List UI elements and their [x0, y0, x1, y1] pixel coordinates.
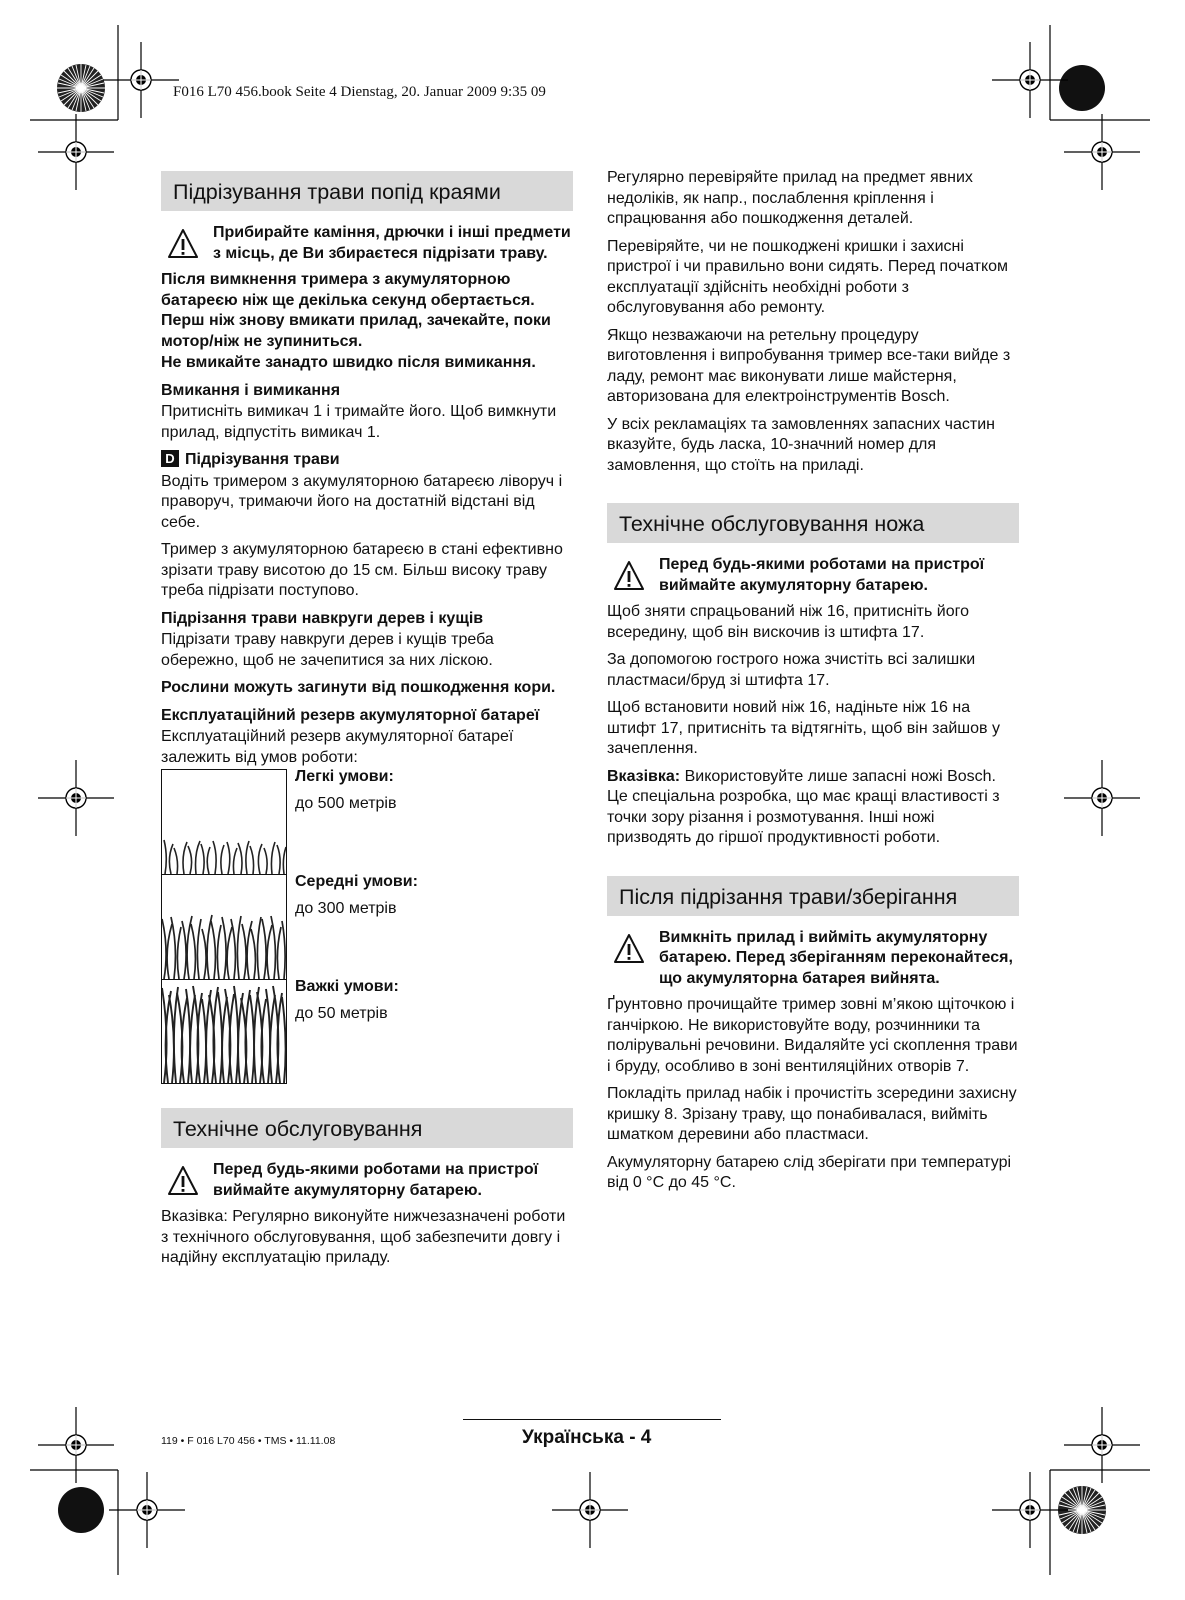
subheading-on-off: Вмикання і вимикання [161, 381, 341, 399]
paragraph: Щоб зняти спрацьований ніж 16, притисніть його всередину, щоб він вискочив із штифта 17. [607, 603, 969, 641]
grass-light-illustration [161, 769, 287, 874]
condition-title: Легкі умови: [295, 768, 394, 785]
paragraph: Якщо незважаючи на ретельну процедуру виготовлення і випробування тример все-таки вийде з ладу, ремонт має виконувати лише майстерня, авторизована для електроінструментів Bosch. [607, 326, 1011, 405]
condition-row [161, 979, 573, 1084]
conditions-table [161, 769, 573, 1084]
condition-value: до 300 метрів [295, 899, 397, 917]
paragraph: Щоб встановити новий ніж 16, надіньте ніж 16 на штифт 17, притисніть та відтягніть, щоб він зайшов у зачеплення. [607, 699, 1000, 757]
paragraph: У всіх рекламаціях та замовленнях запасних частин вказуйте, будь ласка, 10-значний номер для замовлення, що стоїть на приладі. [607, 415, 995, 474]
condition-row [161, 769, 573, 874]
warning-block [607, 928, 1019, 990]
grass-heavy-illustration [161, 979, 287, 1084]
paragraph: Притисніть вимикач 1 і тримайте його. Щоб вимкнути прилад, відпустіть вимикач 1. [161, 403, 557, 441]
warning-block [161, 223, 573, 264]
paragraph: Вказівка: Регулярно виконуйте нижчезазначені роботи з технічного обслуговування, щоб забезпечити довгу і надійну експлуатацію приладу. [161, 1208, 566, 1266]
right-column [607, 168, 1019, 1201]
figure-label: D [161, 450, 179, 467]
warning-icon [613, 933, 645, 965]
paragraph: Регулярно перевіряйте прилад на предмет явних недоліків, як напр., послаблення кріплення і спрацювання або пошкодження деталей. [607, 169, 973, 227]
condition-row [161, 874, 573, 979]
subheading-trees: Підрізання трави навкруги дерев і кущів [161, 609, 484, 627]
section-heading-storage: Після підрізання трави/зберігання [607, 876, 1019, 916]
section-heading-maintenance: Технічне обслуговування [161, 1108, 573, 1148]
paragraph: Ґрунтовно прочищайте тример зовні м’якою щіточкою і ганчіркою. Не використовуйте воду, розчинники та полірувальні речовини. Видаляйте усі скоплення трави і бруду, особливо в зоні вентиляційних отворів 7. [607, 996, 1018, 1075]
paragraph: Тример з акумуляторною батареєю в стані ефективно зрізати траву висотою до 15 см. Більш високу траву треба підрізати поступово. [161, 541, 563, 599]
note-paragraph [607, 767, 1019, 849]
condition-title: Важкі умови: [295, 978, 399, 995]
bold-paragraph: Не вмикайте занадто швидко після вимикання. [161, 354, 536, 371]
paragraph: Підрізати траву навкруги дерев і кущів треба обережно, щоб не зачепитися за них ліскою. [161, 631, 494, 669]
warning-icon [167, 228, 199, 260]
note-label: Вказівка: [607, 767, 681, 785]
condition-value: до 50 метрів [295, 1004, 388, 1022]
paragraph: Перевіряйте, чи не пошкоджені кришки і захисні пристрої і чи правильно вони сидять. Перед початком експлуатації здійсніть необхідні роботи з обслуговування або ремонту. [607, 237, 1009, 316]
subheading-reserve: Експлуатаційний резерв акумуляторної батареї [161, 706, 540, 724]
condition-title: Середні умови: [295, 873, 418, 890]
left-column [161, 171, 573, 1276]
page-number: Українська - 4 [522, 1427, 652, 1448]
warning-block [607, 555, 1019, 596]
grass-medium-illustration [161, 874, 287, 979]
book-header: F016 L70 456.book Seite 4 Dienstag, 20. Januar 2009 9:35 09 [173, 84, 546, 100]
warning-text: Прибирайте каміння, дрючки і інші предмети з місць, де Ви збираєтеся підрізати траву. [213, 224, 571, 262]
section-heading-blade-maintenance: Технічне обслуговування ножа [607, 503, 1019, 543]
section-heading-edge-trimming: Підрізування трави попід краями [161, 171, 573, 211]
warning-text: Перед будь-якими роботами на пристрої виймайте акумуляторну батарею. [213, 1161, 539, 1199]
note-text: Використовуйте лише запасні ножі Bosch. Це спеціальна розробка, що має кращі властивості з точки зору різання і розмотування. Інші ножі призводять до гіршої продуктивності роботи. [607, 767, 1000, 846]
warning-icon [613, 560, 645, 592]
paragraph: Експлуатаційний резерв акумуляторної батареї залежить від умов роботи: [161, 728, 514, 766]
condition-value: до 500 метрів [295, 794, 397, 812]
footer-print-code: 119 • F 016 L70 456 • TMS • 11.11.08 [161, 1435, 336, 1447]
bold-paragraph: Після вимкнення тримера з акумуляторною батареєю ніж ще декілька секунд обертається. Перш ніж знову вмикати прилад, зачекайте, поки мотор/ніж не зупиниться. [161, 271, 551, 350]
paragraph: За допомогою гострого ножа зчистіть всі залишки пластмаси/бруд зі штифта 17. [607, 651, 976, 689]
subheading-text: Підрізування трави [185, 451, 340, 468]
paragraph: Акумуляторну батарею слід зберігати при температурі від 0 °C до 45 °C. [607, 1153, 1012, 1191]
warning-block [161, 1160, 573, 1201]
warning-text: Перед будь-якими роботами на пристрої виймайте акумуляторну батарею. [659, 556, 985, 594]
footer-divider [463, 1419, 721, 1420]
paragraph: Водіть тримером з акумуляторною батареєю ліворуч і праворуч, тримаючи його на достатній відстані від себе. [161, 472, 563, 531]
subheading-trimming [161, 450, 573, 471]
warning-text: Вимкніть прилад і вийміть акумуляторну батарею. Перед зберіганням переконайтеся, що акумуляторна батарея вийнята. [659, 928, 1013, 987]
bold-paragraph: Рослини можуть загинути від пошкодження кори. [161, 679, 556, 696]
paragraph: Покладіть прилад набік і прочистіть зсередини захисну кришку 8. Зрізану траву, що понабивалася, вийміть шматком деревини або пластмаси. [607, 1085, 1017, 1143]
warning-icon [167, 1165, 199, 1197]
